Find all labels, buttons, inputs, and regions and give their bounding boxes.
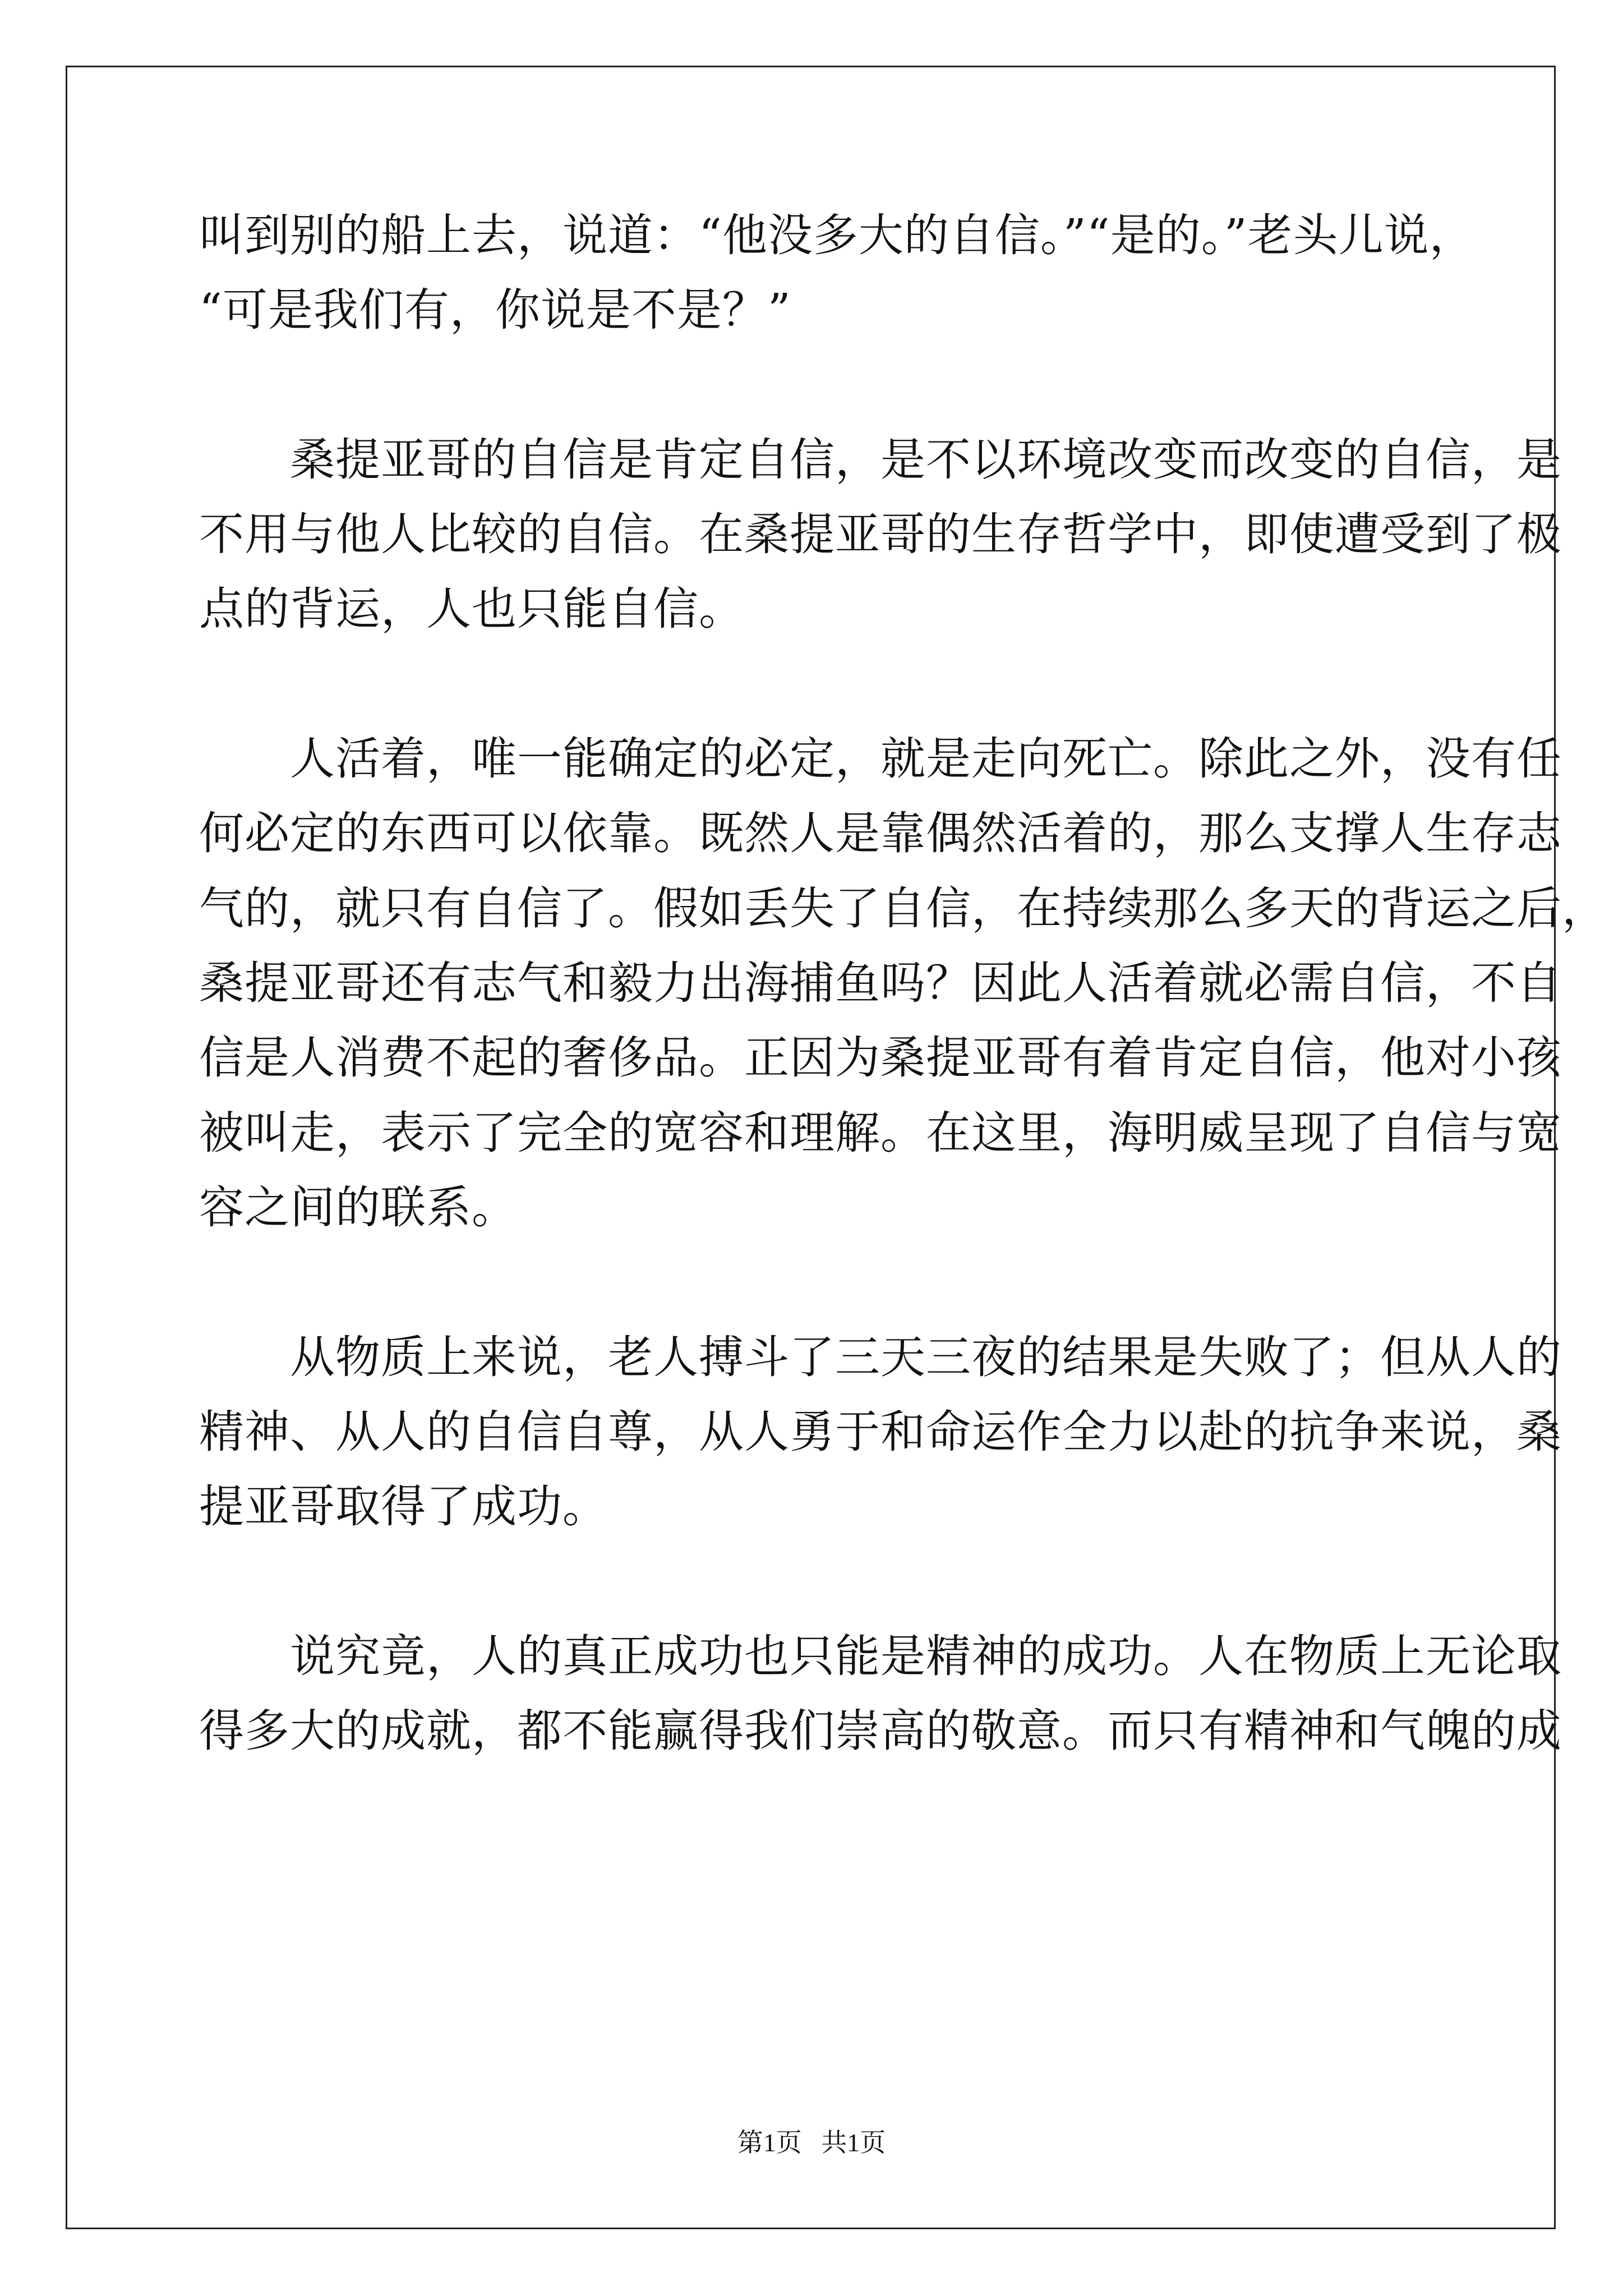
text-line: 桑提亚哥还有志气和毅力出海捕鱼吗？因此人活着就必需自信，不自 [199,957,1562,1009]
text-line: 从物质上来说，老人搏斗了三天三夜的结果是失败了；但从人的 [199,1331,1562,1383]
text-line: 气的，就只有自信了。假如丢失了自信，在持续那么多天的背运之后， [199,882,1607,935]
text-line: 叫到别的船上去，说道：“他没多大的自信。”“是的。”老头儿说， [199,209,1475,261]
text-line: 精神、从人的自信自尊，从人勇于和命运作全力以赴的抗争来说，桑 [199,1406,1562,1458]
text-line: 人活着，唯一能确定的必定，就是走向死亡。除此之外，没有任 [199,733,1562,785]
text-line: 何必定的东西可以依靠。既然人是靠偶然活着的，那么支撑人生存志 [199,807,1562,859]
text-line: 提亚哥取得了成功。 [199,1480,608,1533]
text-line: 被叫走，表示了完全的宽容和理解。在这里，海明威呈现了自信与宽 [199,1107,1562,1159]
text-line: 说究竟，人的真正成功也只能是精神的成功。人在物质上无论取 [199,1630,1562,1682]
text-line: 得多大的成就，都不能赢得我们崇高的敬意。而只有精神和气魄的成 [199,1705,1562,1757]
text-line: 桑提亚哥的自信是肯定自信，是不以环境改变而改变的自信，是 [199,434,1562,486]
text-line: 容之间的联系。 [199,1181,517,1234]
text-line: 点的背运，人也只能自信。 [199,583,744,635]
page-number: 第1页 [737,2128,802,2157]
text-line: “可是我们有，你说是不是？” [199,284,791,336]
text-line: 不用与他人比较的自信。在桑提亚哥的生存哲学中，即使遭受到了极 [199,508,1562,560]
page-footer [0,2129,1623,2157]
page-total: 共1页 [821,2128,886,2157]
text-line: 信是人消费不起的奢侈品。正因为桑提亚哥有着肯定自信，他对小孩 [199,1032,1562,1084]
